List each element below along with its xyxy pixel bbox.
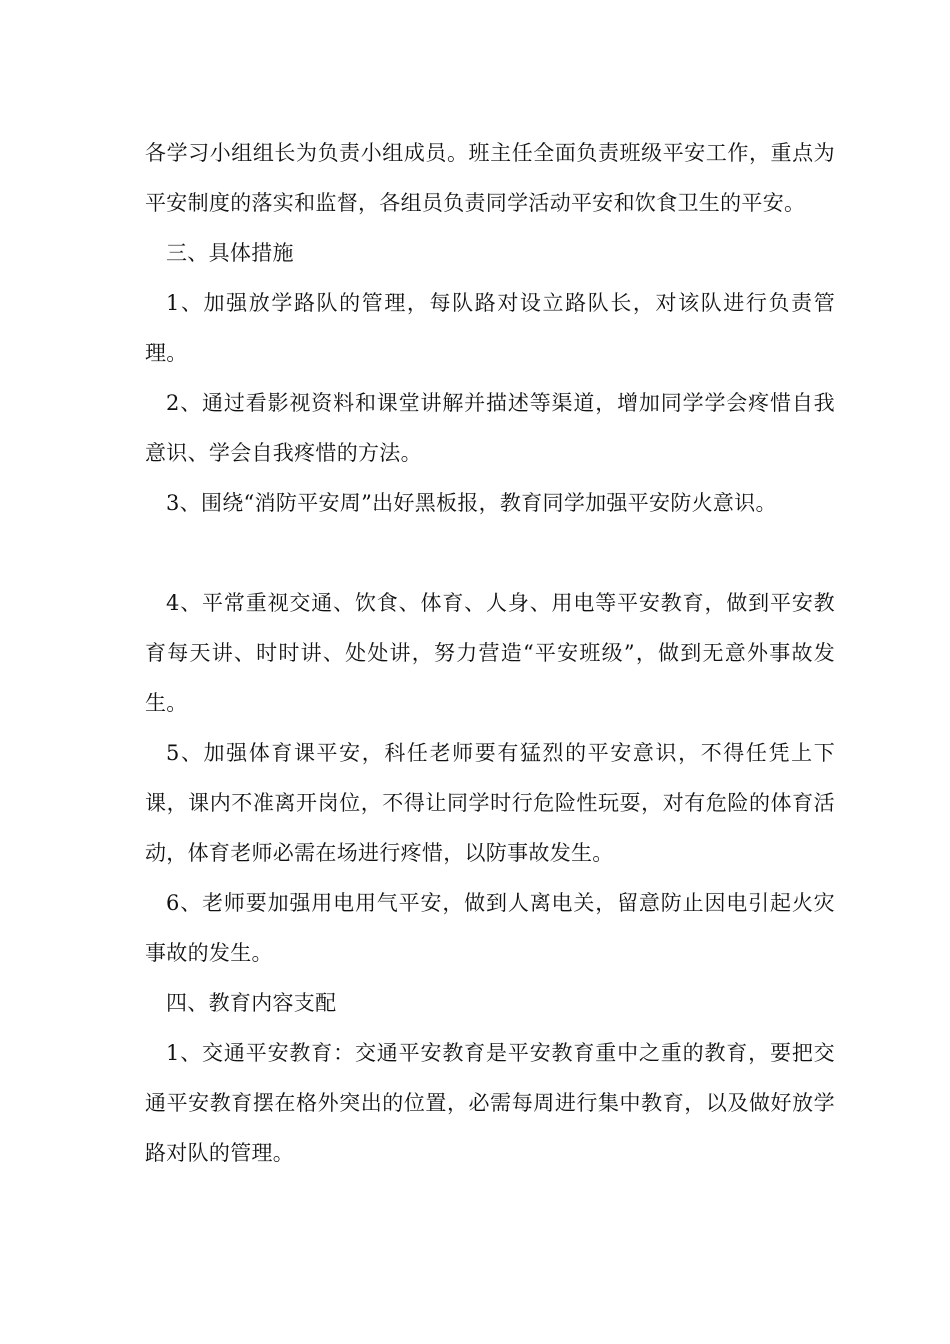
heading-education-content: 四、教育内容支配 [166,991,337,1015]
paragraph-measure-1: 1、加强放学路队的管理，每队路对设立路队长，对该队进行负责管理。 [145,291,835,365]
document-body [145,128,835,1178]
paragraph-measure-2: 2、通过看影视资料和课堂讲解并描述等渠道，增加同学学会疼惜自我意识、学会自我疼惜的方法。 [145,391,835,465]
paragraph-measure-5: 5、加强体育课平安，科任老师要有猛烈的平安意识，不得任凭上下课，课内不准离开岗位，不得让同学时行危险性玩耍，对有危险的体育活动，体育老师必需在场进行疼惜，以防事故发生。 [145,741,835,865]
paragraph-measure-3: 3、围绕“消防平安周”出好黑板报，教育同学加强平安防火意识。 [166,491,777,515]
blank-line [145,528,835,578]
paragraph-measure-4: 4、平常重视交通、饮食、体育、人身、用电等平安教育，做到平安教育每天讲、时时讲、处处讲，努力营造“平安班级”，做到无意外事故发生。 [145,591,835,715]
paragraph-class-responsibility: 各学习小组组长为负责小组成员。班主任全面负责班级平安工作，重点为平安制度的落实和监督，各组员负责同学活动平安和饮食卫生的平安。 [145,141,835,215]
paragraph-traffic-safety: 1、交通平安教育：交通平安教育是平安教育重中之重的教育，要把交通平安教育摆在格外突出的位置，必需每周进行集中教育，以及做好放学路对队的管理。 [145,1041,835,1165]
heading-specific-measures: 三、具体措施 [166,241,294,265]
paragraph-measure-6: 6、老师要加强用电用气平安，做到人离电关，留意防止因电引起火灾事故的发生。 [145,891,835,965]
